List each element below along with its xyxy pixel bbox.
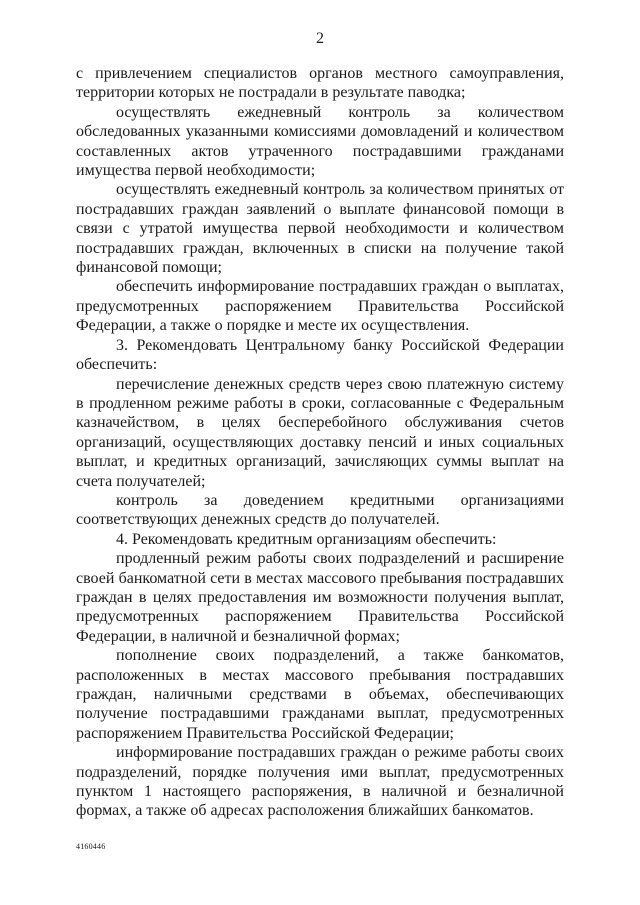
paragraph-6: перечисление денежных средств через свою платежную систему в продленном режиме работы в сроки, согласованные с Федеральным казначейством, в целях бесперебойного обслуживания счетов организаций, осуществляющих доставку пенсий и иных социальных выплат, и кредитных организаций, зачисляющих суммы выплат на счета получателей;: [76, 375, 564, 490]
paragraph-9: продленный режим работы своих подразделений и расширение своей банкоматной сети в местах массового пребывания пострадавших граждан в целях предоставления им возможности получения выплат, предусмотренных распоряжением Правительства Российской Федерации, в наличной и безналичной формах;: [76, 550, 564, 645]
document-code: 4160446: [76, 842, 106, 851]
paragraph-5: 3. Рекомендовать Центральному банку Российской Федерации обеспечить:: [76, 336, 564, 374]
paragraph-2: осуществлять ежедневный контроль за количеством обследованных указанными комиссиями домовладений и количеством составленных актов утраченного пострадавшими гражданами имущества первой необходимости;: [76, 103, 564, 180]
paragraph-1: с привлечением специалистов органов местного самоуправления, территории которых не пострадали в результате паводка;: [76, 65, 564, 102]
paragraph-8: 4. Рекомендовать кредитным организациям обеспечить:: [116, 530, 497, 548]
page-number: 2: [316, 30, 324, 47]
paragraph-4: обеспечить информирование пострадавших граждан о выплатах, предусмотренных распоряжением Правительства Российской Федерации, а также о порядке и месте их осуществления.: [76, 278, 564, 335]
paragraph-3: осуществлять ежедневный контроль за количеством принятых от пострадавших граждан заявлений о выплате финансовой помощи в связи с утратой имущества первой необходимости и количеством пострадавших граждан, включенных в списки на получение такой финансовой помощи;: [76, 181, 564, 277]
paragraph-11: информирование пострадавших граждан о режиме работы своих подразделений, порядке получения ими выплат, предусмотренных пунктом 1 настоящего распоряжения, в наличной и безналичной формах, а также об адресах расположения ближайших банкоматов.: [76, 744, 564, 820]
paragraph-7: контроль за доведением кредитными организациями соответствующих денежных средств до получателей.: [76, 491, 564, 529]
paragraph-10: пополнение своих подразделений, а также банкоматов, расположенных в местах массового пребывания пострадавших граждан, наличными средствами в объемах, обеспечивающих получение пострадавшими гражданами выплат, предусмотренных распоряжением Правительства Российской Федерации;: [76, 647, 564, 742]
document-body: [76, 64, 564, 821]
